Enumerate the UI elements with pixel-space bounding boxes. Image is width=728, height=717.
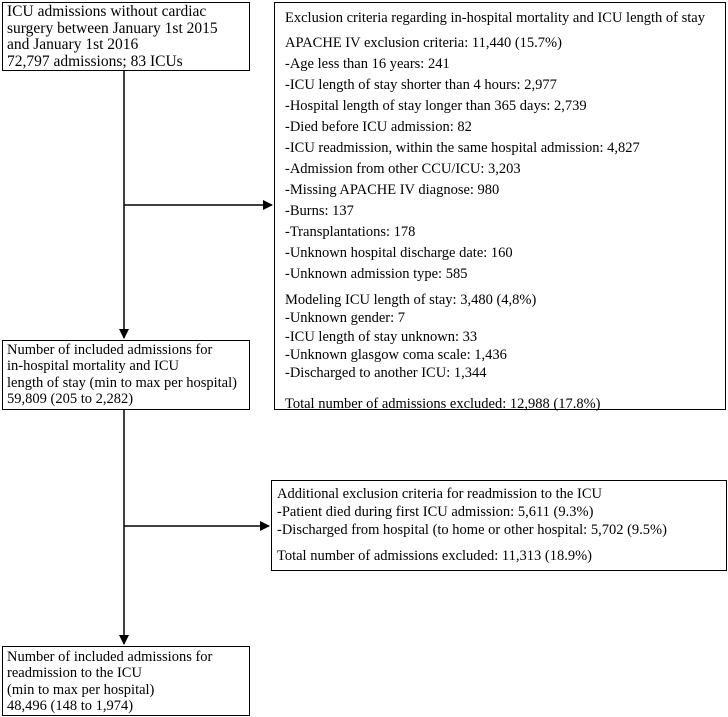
apache-item: -Unknown hospital discharge date: 160 [285, 245, 513, 261]
apache-item: -Burns: 137 [285, 203, 354, 219]
start-box-line: 72,797 admissions; 83 ICUs [7, 52, 183, 70]
included-box-1 [2, 340, 250, 410]
apache-item: -Admission from other CCU/ICU: 3,203 [285, 161, 521, 177]
apache-item: -Age less than 16 years: 241 [285, 56, 450, 72]
exclusion-box-1 [274, 2, 726, 413]
modeling-item: -Discharged to another ICU: 1,344 [285, 365, 487, 382]
readmission-item: -Patient died during first ICU admission: 5,611 (9.3%) [277, 504, 594, 520]
apache-item: -Hospital length of stay longer than 365 days: 2,739 [285, 98, 587, 114]
exclusion-box-1-total: Total number of admissions excluded: 12,988 (17.8%) [285, 396, 601, 413]
included-box-2-line: Number of included admissions for [7, 649, 213, 665]
included-box-1-line: 59,809 (205 to 2,282) [7, 390, 134, 407]
start-box [2, 2, 250, 71]
apache-item: -Unknown admission type: 585 [285, 266, 468, 282]
included-box-2-line: readmission to the ICU [7, 665, 142, 682]
included-box-1-line: in-hospital mortality and ICU [7, 358, 179, 375]
included-box-2-line: (min to max per hospital) [7, 681, 155, 698]
included-box-1-line: Number of included admissions for [7, 342, 213, 358]
modeling-item: -ICU length of stay unknown: 33 [285, 328, 478, 345]
start-box-line: and January 1st 2016 [7, 36, 139, 53]
start-box-line: surgery between January 1st 2015 [7, 19, 218, 37]
exclusion-box-2 [271, 480, 727, 571]
modeling-item: Modeling ICU length of stay: 3,480 (4,8%) [285, 292, 537, 308]
exclusion-box-2-total: Total number of admissions excluded: 11,313 (18.9%) [277, 548, 592, 564]
readmission-item: Additional exclusion criteria for readmission to the ICU [277, 486, 602, 502]
readmission-item: -Discharged from hospital (to home or other hospital: 5,702 (9.5%) [277, 522, 667, 538]
apache-item: -ICU readmission, within the same hospital admission: 4,827 [285, 140, 640, 156]
apache-item: -Transplantations: 178 [285, 224, 416, 240]
apache-item: APACHE IV exclusion criteria: 11,440 (15.7%) [285, 35, 562, 51]
apache-criteria-group [285, 33, 715, 285]
start-box-line: ICU admissions without cardiac [7, 3, 207, 20]
readmission-criteria-group [277, 485, 721, 539]
apache-item: -ICU length of stay shorter than 4 hours: 2,977 [285, 77, 557, 93]
included-box-2 [2, 646, 250, 716]
exclusion-box-1-title: Exclusion criteria regarding in-hospital mortality and ICU length of stay [285, 10, 705, 26]
apache-item: -Missing APACHE IV diagnose: 980 [285, 182, 500, 198]
apache-item: -Died before ICU admission: 82 [285, 119, 472, 135]
modeling-item: -Unknown glasgow coma scale: 1,436 [285, 346, 507, 363]
modeling-item: -Unknown gender: 7 [285, 310, 406, 327]
included-box-1-line: length of stay (min to max per hospital) [7, 374, 237, 391]
included-box-2-line: 48,496 (148 to 1,974) [7, 697, 134, 714]
modeling-criteria-group [285, 291, 715, 382]
